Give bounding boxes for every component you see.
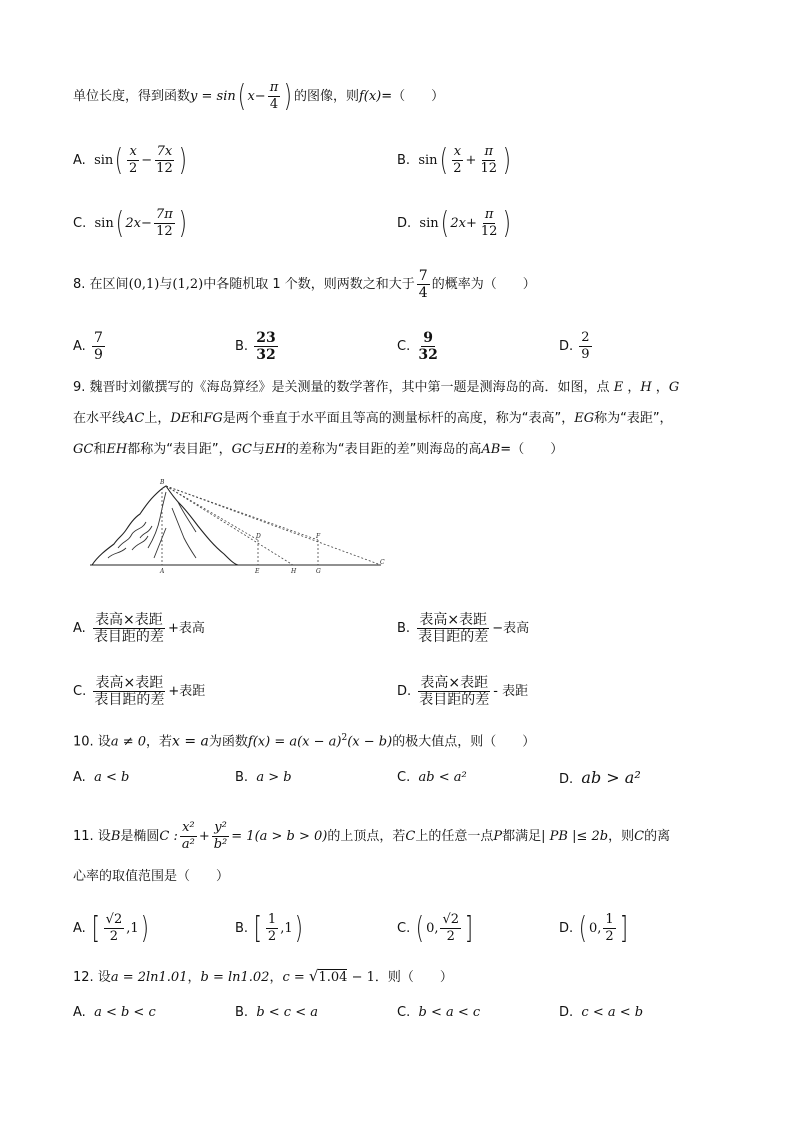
q10-option-a[interactable]: A. a < b — [73, 770, 130, 785]
q7-func-y: y = sin — [190, 89, 236, 104]
q8-option-c[interactable]: C. $\frac{9}{32}$ — [397, 330, 438, 363]
q7-option-b[interactable]: B. sin( $\frac{x}{2}$ + $\frac{\pi}{12}$ ) — [397, 142, 511, 178]
q9-line3: GC和EH都称为“表目距”，GC与EH的差称为“表目距的差”则海岛的高AB=（ ） — [73, 442, 564, 457]
q7-option-c[interactable]: C. sin( 2x− $\frac{7\pi}{12}$ ) — [73, 205, 187, 241]
q8-option-b[interactable]: B. $\frac{23}{32}$ — [235, 330, 276, 363]
q11-line2: 心率的取值范围是（ ） — [73, 869, 230, 884]
q7-frac: $\frac{\pi}{4}$ — [269, 80, 279, 112]
q7-stem-b: 的图像，则 — [293, 89, 359, 104]
label-C: C — [380, 559, 385, 566]
label-G: G — [316, 568, 321, 575]
q7-option-d[interactable]: D. sin( 2x+ $\frac{\pi}{12}$ ) — [397, 205, 512, 241]
q11-stem: 11. 设B是椭圆C : $\frac{\text{x²}}{\text{a²}}$ + $\frac{\text{y²}}{\text{b²}}$ = 1(a > b > 0)的上顶点，若C上的任意一点P都满足| PB |≤ 2b，则C的离 — [73, 820, 671, 852]
q7-option-a[interactable]: A. sin( $\frac{x}{2}$ − $\frac{7x}{12}$ ) — [73, 142, 187, 178]
label-E: E — [255, 568, 260, 575]
q7-stem: 单位长度，得到函数y = sin( x− $\frac{\pi}{4}$ ) 的图像，则f(x)=（ ） — [73, 78, 445, 114]
q11-option-d[interactable]: D. ( 0, $\frac{1}{2}$ ] — [559, 910, 628, 946]
q10-option-d[interactable]: D. ab > a² — [559, 768, 641, 787]
q7-stem-a: 单位长度，得到函数 — [73, 89, 191, 104]
q9-option-c[interactable]: C. $\frac{\text{表高×表距}}{\text{表目距的差}}$ +表距 — [73, 675, 206, 708]
q8-frac: $\frac{7}{4}$ — [418, 268, 428, 301]
q8-option-a[interactable]: A. $\frac{7}{9}$ — [73, 330, 103, 363]
q9-option-b[interactable]: B. $\frac{\text{表高×表距}}{\text{表目距的差}}$ −表高 — [397, 612, 530, 645]
q11-option-b[interactable]: B. [ $\frac{1}{2}$ ,1) — [235, 910, 303, 946]
label-B: B — [160, 479, 165, 486]
label-H: H — [291, 568, 297, 575]
q7-x: x — [247, 89, 255, 104]
q8-option-d[interactable]: D. $\frac{2}{9}$ — [559, 330, 590, 362]
q12-option-b[interactable]: B. b < c < a — [235, 1005, 318, 1020]
island-figure — [88, 478, 398, 578]
q7-answer-paren: =（ ） — [381, 89, 445, 104]
q10-option-b[interactable]: B. a > b — [235, 770, 292, 785]
label-A: A — [160, 568, 165, 575]
q7-fx: f(x) — [358, 89, 382, 104]
q11-option-a[interactable]: A. [ $\frac{√2}{2}$ ,1) — [73, 910, 149, 946]
q12-stem: 12. 设a = 2ln1.01，b = ln1.02，c = √1.04 − 1．则（ ） — [73, 967, 453, 985]
q12-option-c[interactable]: C. b < a < c — [397, 1005, 481, 1020]
q9-option-d[interactable]: D. $\frac{\text{表高×表距}}{\text{表目距的差}}$ - 表距 — [397, 675, 529, 708]
q12-option-d[interactable]: D. c < a < b — [559, 1005, 644, 1020]
q10-stem: 10. 设a ≠ 0，若x = a为函数$f(x) = a(x - a)^2(x - b)$的极大值点，则（ ） — [73, 733, 536, 750]
label-D: D — [256, 533, 261, 540]
q12-option-a[interactable]: A. a < b < c — [73, 1005, 156, 1020]
q9-option-a[interactable]: A. $\frac{\text{表高×表距}}{\text{表目距的差}}$ +表高 — [73, 612, 205, 645]
q10-option-c[interactable]: C. ab < a² — [397, 770, 467, 785]
label-F: F — [316, 533, 321, 540]
q8-stem: 8. 在区间(0,1)与(1,2)中各随机取 1 个数，则两数之和大于 $\frac{7}{4}$ 的概率为（ ） — [73, 268, 536, 301]
q7-minus: − — [254, 89, 266, 104]
q11-option-c[interactable]: C. ( 0, $\frac{√2}{2}$ ] — [397, 910, 474, 946]
q9-line1: 9. 魏晋时刘徽撰写的《海岛算经》是关测量的数学著作，其中第一题是测海岛的高．如图，点 E ，H ，G — [73, 380, 680, 395]
q9-line2: 在水平线AC上，DE和FG是两个垂直于水平面且等高的测量标杆的高度，称为“表高”，EG称为“表距”， — [73, 411, 673, 426]
